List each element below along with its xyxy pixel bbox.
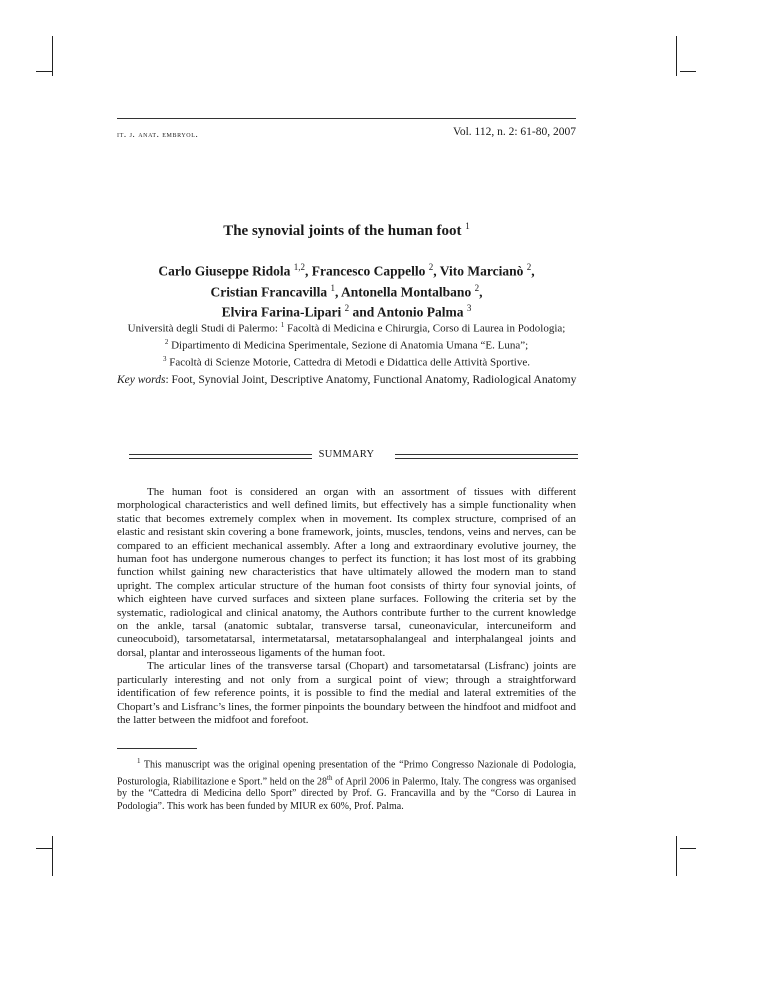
author-affiliation-mark: 1 <box>330 282 336 293</box>
summary-rule-right <box>395 454 578 459</box>
crop-mark <box>52 836 53 876</box>
author-line <box>117 259 576 280</box>
author-list <box>117 259 576 321</box>
footnote-mark: 1 <box>137 757 141 765</box>
crop-mark <box>36 71 52 72</box>
author-name: Antonio Palma <box>376 304 464 320</box>
affiliation-mark: 3 <box>162 355 167 364</box>
crop-mark <box>676 836 677 876</box>
volume-info: Vol. 112, n. 2: 61-80, 2007 <box>453 126 576 138</box>
abstract-body <box>117 486 576 727</box>
affiliation-mark: 1 <box>280 321 285 329</box>
crop-mark <box>676 36 677 76</box>
author-separator: , <box>305 263 312 279</box>
author-separator: and <box>349 304 377 320</box>
journal-name: it. j. anat. embryol. <box>117 129 199 139</box>
author-name: Carlo Giuseppe Ridola <box>158 263 291 279</box>
keywords-list: : Foot, Synovial Joint, Descriptive Anatomy, Functional Anatomy, Radiological Anatomy <box>165 374 577 386</box>
paper-title: The synovial joints of the human foot $^1$ <box>223 221 470 239</box>
crop-mark <box>36 848 52 849</box>
crop-mark <box>52 36 53 76</box>
author-affiliation-mark: 2 <box>526 262 532 272</box>
summary-heading-row <box>117 449 576 463</box>
affiliation-mark: 2 <box>164 338 169 347</box>
affiliation-line: $^3$ Facoltà di Scienze Motorie, Cattedra di Metodi e Didattica delle Attività Sportive. <box>162 355 530 369</box>
author-line <box>117 280 576 301</box>
author-affiliation-mark: 2 <box>428 262 434 272</box>
author-name: Cristian Francavilla <box>210 284 328 299</box>
affiliation-line: $^2$ Dipartimento di Medicina Sperimentale, Sezione di Anatomia Umana “E. Luna”; <box>164 338 529 352</box>
author-affiliation-mark: 3 <box>466 303 472 313</box>
author-name: Francesco Cappello <box>311 263 426 279</box>
title-footnote-mark: 1 <box>465 221 470 231</box>
author-name: Vito Marcianò <box>439 263 524 279</box>
author-separator: , <box>335 284 342 299</box>
author-name: Elvira Farina-Lipari <box>221 304 342 320</box>
running-header <box>117 118 576 143</box>
abstract-paragraph: The human foot is considered an organ with an assortment of tissues with different morphological characteristics and well defined limits, but effectively has a simple functionality when static that becomes extremely complex when in movement. Its complex structure, comprised of an elastic and resistant skin covering a bone framework, joints, muscles, tendons, veins and nerves, can be compared to an efficient mechanical assembly. After a long and extraordinary evolutive journey, the human foot has undergone numerous changes to perfect its function; it has lost most of its grabbing function whilst gaining new characteristics that have ultimately allowed the modern man to stand upright. The complex articular structure of the human foot consists of thirty four synovial joints, of which eighteen have curved surfaces and sixteen plane surfaces. Following the criteria set by the systematic, radiological and clinical anatomy, the Authors contribute further to the current knowledge on the ankle, tarsal (anatomic subtalar, transverse tarsal, cuneonavicular, intercuneiform and cuneocuboid), tarsometatarsal, intermetatarsal, metatarsophalangeal and interphalangeal joints and dorsal, plantar and interosseous ligaments of the human foot. <box>117 486 576 659</box>
keywords <box>117 374 576 386</box>
author-separator: , <box>433 263 440 279</box>
abstract-paragraph: The articular lines of the transverse tarsal (Chopart) and tarsometatarsal (Lisfranc) joints are particularly interesting and not only from a surgical point of view; through a straightforward identification of few reference points, it is possible to find the medial and lateral extremities of the Chopart’s and Lisfranc’s lines, the former pinpoints the boundary between the hindfoot and midfoot and the latter between the midfoot and forefoot. <box>117 660 576 726</box>
author-affiliation-mark: 2 <box>474 282 480 293</box>
affiliation-line: Università degli Studi di Palermo: $^1$ Facoltà di Medicina e Chirurgia, Corso di Laurea in Podologia; <box>127 321 566 335</box>
author-separator: , <box>531 263 535 279</box>
author-name: Antonella Montalbano <box>341 284 472 299</box>
affiliations <box>117 319 576 370</box>
keywords-label: Key words <box>117 374 166 386</box>
author-affiliation-mark: 1,2 <box>293 262 305 272</box>
crop-mark <box>680 848 696 849</box>
footnote-rule <box>117 748 197 749</box>
crop-mark <box>680 71 696 72</box>
summary-heading: SUMMARY <box>318 449 375 460</box>
author-line <box>117 300 576 321</box>
footnote: $^1$ This manuscript was the original opening presentation of the “Primo Congresso Nazionale di Podologia, Posturologia, Riabilitazione e Sport.” held on the 28th of April 2006 in Palermo, Italy. The congress was organised by the “Cattedra di Medicina dello Sport” directed by Prof. G. Francavilla and by the “Corso di Laurea in Podologia”. This work has been funded by MIUR ex 60%, Prof. Palma. <box>117 757 576 812</box>
author-separator: , <box>479 284 483 299</box>
author-affiliation-mark: 2 <box>344 303 350 313</box>
